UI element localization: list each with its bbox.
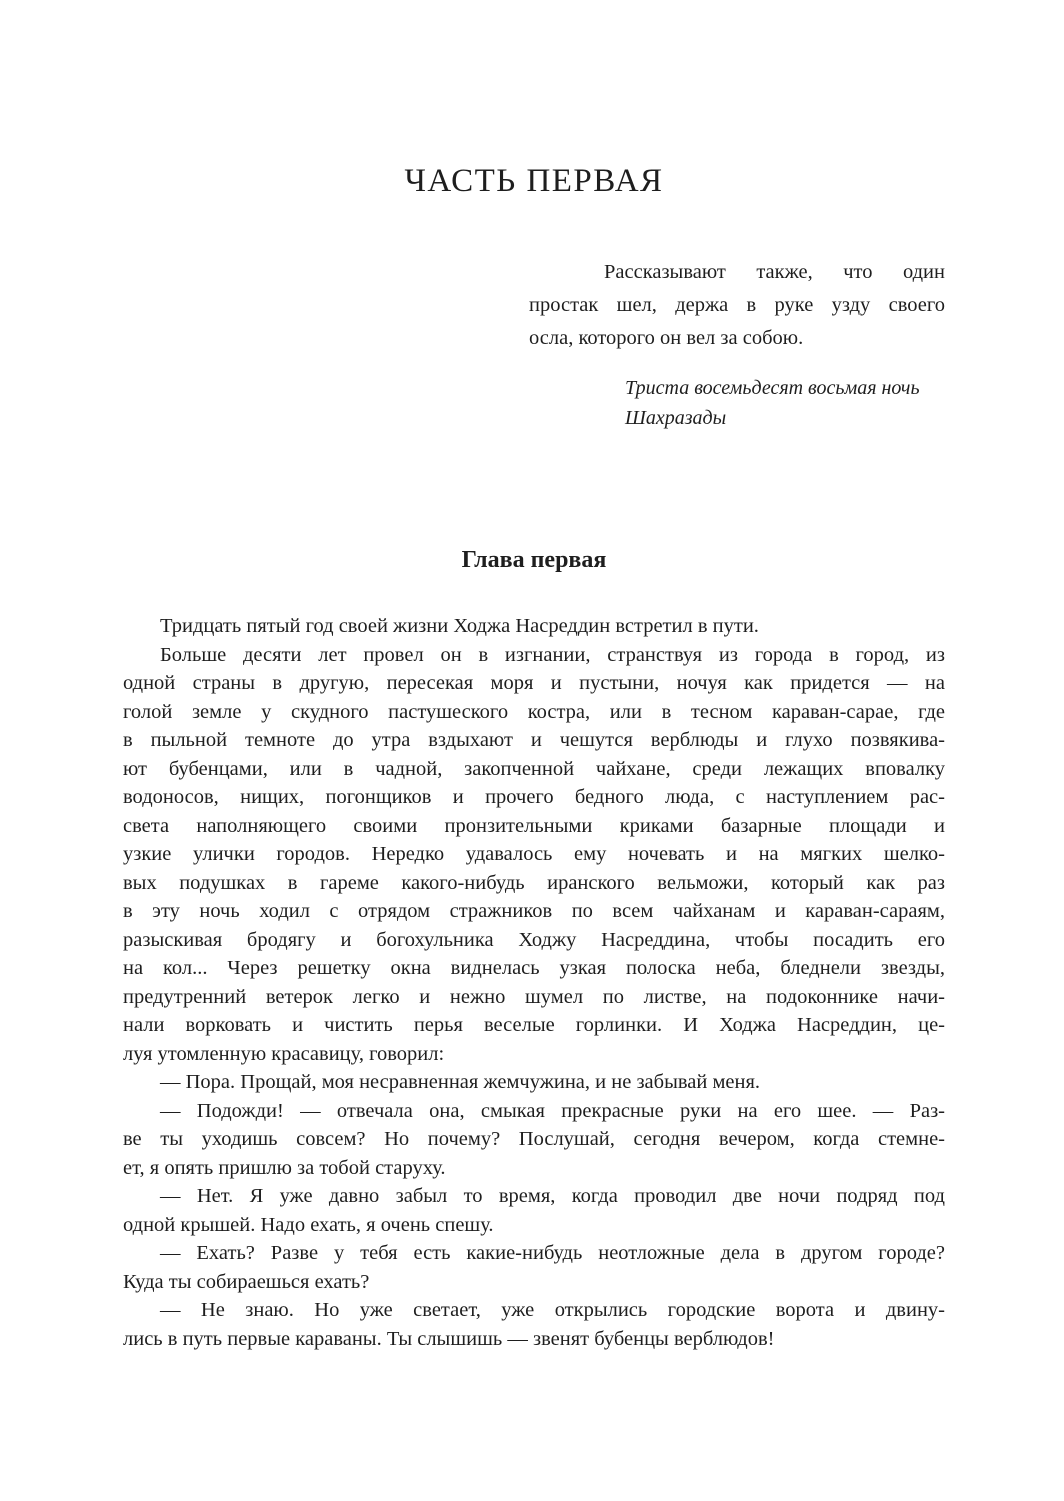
text-line: в пыльной темноте до утра вздыхают и чешутся верблюды и глухо позвякива- (123, 729, 945, 751)
text-line: Куда ты собираешься ехать? (123, 1270, 370, 1293)
text-line: водоносов, нищих, погонщиков и прочего бедного люда, с наступлением рас- (123, 786, 945, 808)
attribution-line: Триста восемьдесят восьмая ночь (625, 377, 920, 399)
paragraph (123, 641, 945, 1069)
text-line: Тридцать пятый год своей жизни Ходжа Насреддин встретил в пути. (160, 615, 759, 637)
paragraph (123, 1239, 945, 1296)
text-line: Больше десяти лет провел он в изгнании, странствуя из города в город, из (160, 643, 945, 666)
text-line: лись в путь первые караваны. Ты слышишь — звенят бубенцы верблюдов! (123, 1327, 775, 1350)
text-line: света наполняющего своими пронзительными криками базарные площади и (123, 814, 945, 837)
part-title: ЧАСТЬ ПЕРВАЯ (404, 163, 664, 199)
text-line: — Нет. Я уже давно забыл то время, когда проводил две ночи подряд под (160, 1185, 945, 1207)
chapter-title: Глава первая (461, 547, 607, 573)
attribution-line: Шахразады (625, 407, 727, 429)
paragraph (123, 1296, 945, 1353)
text-line: одной крышей. Надо ехать, я очень спешу. (123, 1213, 494, 1236)
epigraph-attribution (625, 373, 945, 433)
paragraph (123, 1182, 945, 1239)
text-line: — Пора. Прощай, моя несравненная жемчужина, и не забывай меня. (160, 1071, 761, 1093)
epigraph-line: осла, которого он вел за собою. (529, 327, 804, 349)
body-text (123, 612, 945, 1353)
text-line: в эту ночь ходил с отрядом стражников по всем чайханам и караван-сараям, (123, 900, 945, 922)
paragraph (123, 1068, 945, 1097)
text-line: — Не знаю. Но уже светает, уже открылись городские ворота и двину- (160, 1299, 945, 1321)
text-line: — Подожди! — отвечала она, смыкая прекрасные руки на его шее. — Раз- (160, 1099, 945, 1122)
text-line: нали ворковать и чистить перья веселые горлинки. И Ходжа Насреддин, це- (123, 1014, 945, 1036)
text-line: ют бубенцами, или в чадной, закопченной чайхане, среди лежащих вповалку (123, 757, 945, 780)
text-line: ет, я опять пришлю за тобой старуху. (123, 1156, 446, 1179)
text-line: узкие улички городов. Нередко удавалось ему ночевать и на мягких шелко- (123, 843, 945, 865)
text-line: разыскивая бродягу и богохульника Ходжу Насреддина, чтобы посадить его (123, 928, 945, 951)
text-line: на кол... Через решетку окна виднелась узкая полоска неба, бледнели звезды, (123, 957, 945, 979)
text-line: — Ехать? Разве у тебя есть какие-нибудь неотложные дела в другом городе? (160, 1242, 945, 1264)
text-line: одной страны в другую, пересекая моря и пустыни, ночуя как придется — на (123, 672, 945, 694)
text-line: ве ты уходишь совсем? Но почему? Послушай, сегодня вечером, когда стемне- (123, 1128, 945, 1150)
epigraph-line: Рассказывают также, что один (604, 261, 945, 283)
text-line: вых подушках в гареме какого-нибудь иранского вельможи, который как раз (123, 871, 945, 894)
text-line: луя утомленную красавицу, говорил: (123, 1042, 445, 1065)
paragraph (123, 1097, 945, 1183)
text-line: предутренний ветерок легко и нежно шумел по листве, на подоконнике начи- (123, 985, 945, 1008)
epigraph (529, 256, 945, 355)
paragraph (123, 612, 945, 641)
epigraph-line: простак шел, держа в руке узду своего (529, 294, 945, 316)
text-line: голой земле у скудного пастушеского костра, или в тесном караван-сарае, где (123, 700, 945, 723)
